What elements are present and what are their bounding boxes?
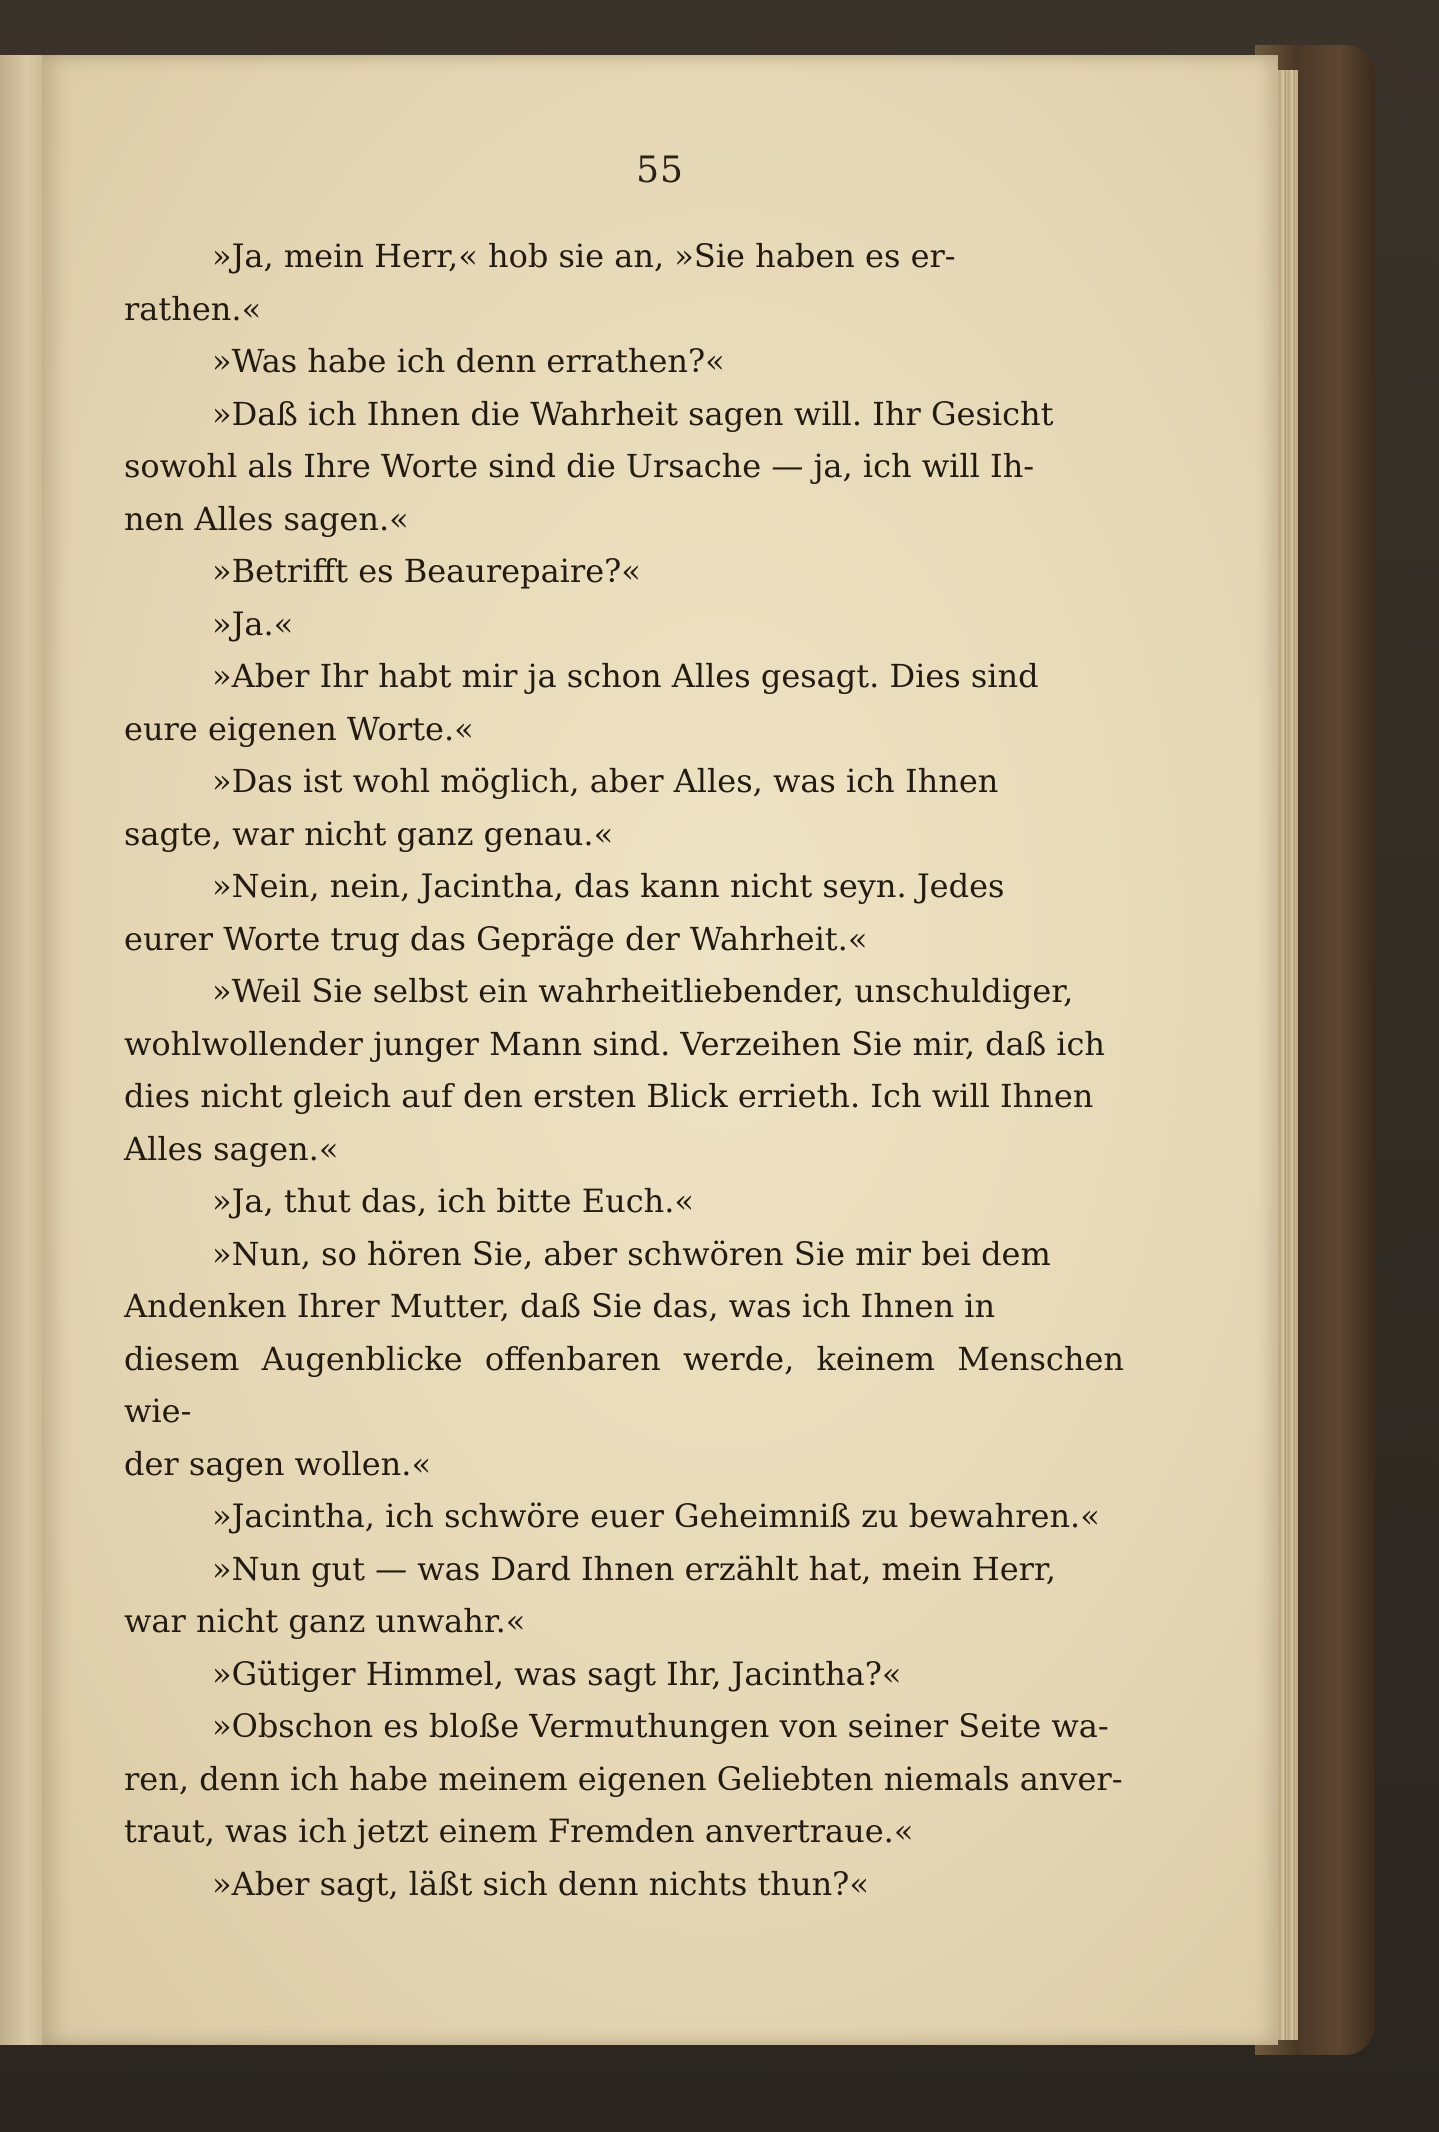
paragraph: »Nun gut — was Dard Ihnen erzählt hat, mein Herr, war nicht ganz unwahr.«: [124, 1549, 1056, 1640]
paragraph: »Gütiger Himmel, was sagt Ihr, Jacintha?«: [212, 1654, 902, 1693]
paragraph: »Das ist wohl möglich, aber Alles, was ich Ihnen sagte, war nicht ganz genau.«: [124, 762, 999, 853]
paragraph: »Jacintha, ich schwöre euer Geheimniß zu bewahren.«: [212, 1497, 1100, 1535]
paragraph: »Obschon es bloße Vermuthungen von seiner Seite wa- ren, denn ich habe meinem eigenen Geliebten niemals anver- traut, was ich jetzt einem Fremden anvertraue.«: [124, 1707, 1123, 1850]
paragraph: »Was habe ich denn errathen?«: [212, 342, 725, 380]
facing-page-edge: [0, 55, 47, 2045]
paragraph: »Nein, nein, Jacintha, das kann nicht seyn. Jedes eurer Worte trug das Gepräge der Wahrheit.«: [124, 867, 1005, 958]
book-page: [42, 55, 1278, 2045]
paragraph: »Daß ich Ihnen die Wahrheit sagen will. Ihr Gesicht sowohl als Ihre Worte sind die Ursache — ja, ich will Ih- nen Alles sagen.«: [124, 394, 1054, 538]
paragraph: »Ja, thut das, ich bitte Euch.«: [212, 1182, 694, 1220]
paragraph: »Aber sagt, läßt sich denn nichts thun?«: [212, 1864, 869, 1903]
paragraph: »Aber Ihr habt mir ja schon Alles gesagt. Dies sind eure eigenen Worte.«: [124, 657, 1039, 748]
paragraph: »Ja.«: [212, 604, 294, 643]
paragraph: »Nun, so hören Sie, aber schwören Sie mir bei dem Andenken Ihrer Mutter, daß Sie das, was ich Ihnen in diesem Augenblicke offenbaren werde, keinem Menschen wie- der sagen wollen.«: [124, 1234, 1124, 1483]
paragraph: »Weil Sie selbst ein wahrheitliebender, unschuldiger, wohlwollender junger Mann sind. Verzeihen Sie mir, daß ich dies nicht gleich auf den ersten Blick errieth. Ich will Ihnen Alles sagen.«: [124, 972, 1106, 1168]
page-number: 55: [636, 150, 684, 191]
paragraph: »Ja, mein Herr,« hob sie an, »Sie haben es er- rathen.«: [124, 237, 956, 328]
paragraph: »Betrifft es Beaurepaire?«: [212, 552, 641, 590]
page-text: [124, 230, 1124, 1910]
